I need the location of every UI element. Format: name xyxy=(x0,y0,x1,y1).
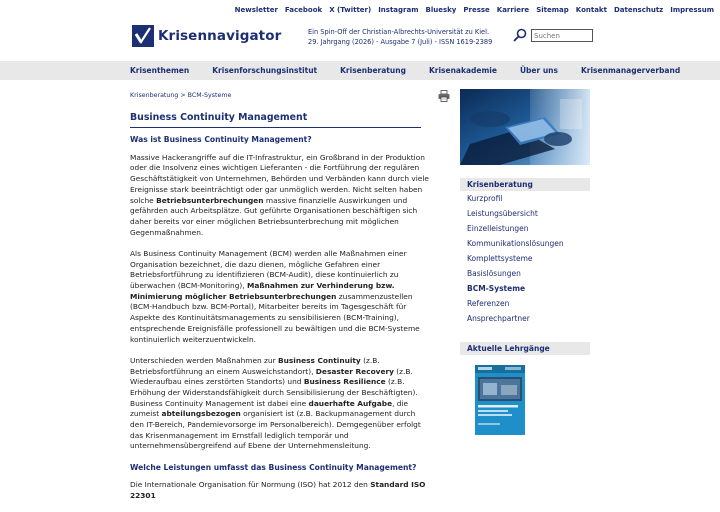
mainnav-krisenmanagerverband[interactable]: Krisenmanagerverband xyxy=(580,66,681,75)
topnav-bluesky[interactable]: Bluesky xyxy=(425,6,457,14)
paragraph-4: Die Internationale Organisation für Normung (ISO) hat 2012 den Standard ISO 22301 xyxy=(130,480,426,501)
sidebar-item-ansprechpartner[interactable]: Ansprechpartner xyxy=(460,311,590,326)
topnav-impressum[interactable]: Impressum xyxy=(670,6,714,14)
breadcrumb xyxy=(130,92,231,99)
topnav-datenschutz[interactable]: Datenschutz xyxy=(613,6,664,14)
site-logo[interactable] xyxy=(132,25,281,47)
sidebar-item-bcm-systeme[interactable]: BCM-Systeme xyxy=(460,281,590,296)
sidebar-item-komplettsysteme[interactable]: Komplettsysteme xyxy=(460,251,590,266)
sidebar-item-referenzen[interactable]: Referenzen xyxy=(460,296,590,311)
sidebar-item-kommunikationsloesungen[interactable]: Kommunikationslösungen xyxy=(460,236,590,251)
mainnav-ueber-uns[interactable]: Über uns xyxy=(519,66,558,75)
topnav-presse[interactable]: Presse xyxy=(463,6,490,14)
section-heading-2: Welche Leistungen umfasst das Business Continuity Management? xyxy=(130,462,417,472)
breadcrumb-current: BCM-Systeme xyxy=(187,92,232,99)
paragraph-2: Als Business Continuity Management (BCM) werden alle Maßnahmen einer Organisation bezeichnet, die dazu dienen, mögliche Gefahren einer Betriebsfortführung zu identifizieren (BCM-Audit), diese kontinuierlich zu überwachen (BCM-Monitoring), Maßnahmen zur Verhinderung bzw. Minimierung möglicher Betriebsunterbrechungen zusammenzustellen (BCM-Handbuch bzw. BCM-Portal), Mitarbeiter bereits im Tagesgeschäft für Aspekte des Kontinuitätsmanagements zu sensibilisieren (BCM-Training), entsprechende Ereignisfälle professionell zu bewältigen und die BCM-Systeme kontinuierlich weiterzuentwickeln. xyxy=(130,248,420,344)
topnav-x-twitter[interactable]: X (Twitter) xyxy=(329,6,372,14)
search-input[interactable] xyxy=(531,29,593,42)
hero-image xyxy=(460,89,590,165)
paragraph-1: Massive Hackerangriffe auf die IT-Infrastruktur, ein Großbrand in der Produktion oder die Insolvenz eines wichtigen Lieferanten - die Fortführung der regulären Geschäftstätigkeit von Unternehmen, Behörden und Verbänden kann durch viele Ereignisse stark beeinträchtigt oder gar unmöglich werden. Nicht selten haben solche Betriebsunterbrechungen massive finanzielle Auswirkungen und gefährden auch Arbeitsplätze. Gut geführte Organisationen beschäftigen sich daher bereits vor einer möglichen Betriebsunterbrechung mit möglichen Gegenmaßnahmen. xyxy=(130,152,429,237)
topnav-facebook[interactable]: Facebook xyxy=(284,6,323,14)
topnav-newsletter[interactable]: Newsletter xyxy=(234,6,278,14)
sidebar-item-leistungsuebersicht[interactable]: Leistungsübersicht xyxy=(460,206,590,221)
search-icon[interactable] xyxy=(513,28,527,42)
sidebar-item-kurzprofil[interactable]: Kurzprofil xyxy=(460,191,590,206)
sidebar-nav xyxy=(460,178,590,326)
lehrgaenge-heading: Aktuelle Lehrgänge xyxy=(460,342,590,355)
page-title: Business Continuity Management xyxy=(130,112,421,128)
tagline xyxy=(308,27,492,47)
sidebar-heading[interactable]: Krisenberatung xyxy=(460,178,590,191)
sidebar-item-einzelleistungen[interactable]: Einzelleistungen xyxy=(460,221,590,236)
logo-check-icon xyxy=(132,25,154,47)
section-heading-1: Was ist Business Continuity Management? xyxy=(130,135,312,144)
tagline-line-2: 29. Jahrgang (2026) - Ausgabe 7 (Juli) - ISSN 1619-2389 xyxy=(308,38,493,46)
main-nav xyxy=(0,61,720,80)
logo-text: Krisennavigator xyxy=(158,28,282,44)
mainnav-krisenthemen[interactable]: Krisenthemen xyxy=(130,66,190,75)
topnav-instagram[interactable]: Instagram xyxy=(378,6,419,14)
article-content xyxy=(130,135,430,512)
topnav-sitemap[interactable]: Sitemap xyxy=(536,6,569,14)
topnav-kontakt[interactable]: Kontakt xyxy=(575,6,607,14)
mainnav-krisenforschungsinstitut[interactable]: Krisenforschungsinstitut xyxy=(212,66,318,75)
sidebar-item-basisloesungen[interactable]: Basislösungen xyxy=(460,266,590,281)
breadcrumb-separator: > xyxy=(178,92,188,99)
tagline-line-1: Ein Spin-Off der Christian-Albrechts-Universität zu Kiel. xyxy=(308,28,490,36)
course-book-cover[interactable] xyxy=(475,365,525,435)
paragraph-3: Unterschieden werden Maßnahmen zur Business Continuity (z.B. Betriebsfortführung an einem Ausweichstandort), Desaster Recovery (z.B. Wiederaufbau eines zerstörten Standorts) und Business Resilience (z.B. Erhöhung der Widerstandsfähigkeit durch Sensibilisierung der Beschäftigten). Business Continuity Management ist dabei eine dauerhafte Aufgabe, die zumeist abteilungsbezogen organisiert ist (z.B. Backupmanagement durch den IT-Bereich, Pandemievorsorge im Personalbereich). Demgegenüber erfolgt das Krisenmanagement im Ernstfall lediglich temporär und unternehmensübergreifend auf Ebene der Unternehmensleitung. xyxy=(130,355,421,451)
mainnav-krisenberatung[interactable]: Krisenberatung xyxy=(340,66,406,75)
print-icon[interactable] xyxy=(438,90,450,102)
utility-nav xyxy=(228,5,714,15)
mainnav-krisenakademie[interactable]: Krisenakademie xyxy=(428,66,497,75)
breadcrumb-parent[interactable]: Krisenberatung xyxy=(130,92,179,99)
topnav-karriere[interactable]: Karriere xyxy=(496,6,530,14)
